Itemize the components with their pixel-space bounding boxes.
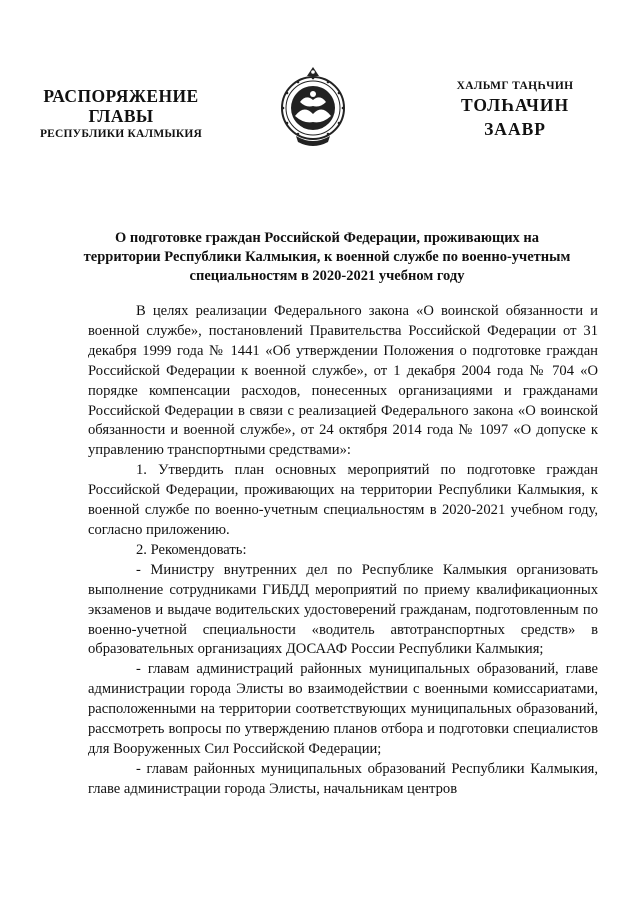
header-left-block bbox=[30, 86, 212, 141]
paragraph-item-2: 2. Рекомендовать: bbox=[136, 541, 247, 558]
header-left-line3: РЕСПУБЛИКИ КАЛМЫКИЯ bbox=[39, 128, 203, 141]
document-body bbox=[88, 302, 598, 800]
document-title: О подготовке граждан Российской Федерации, проживающих на территории Республики Калмыкия, к военной службе по военно-учетным специальностям в 2020-2021 учебном году bbox=[83, 230, 571, 284]
paragraph-recommend-centers: - главам районных муниципальных образований Республики Калмыкия, главе администрации города Элисты, начальникам центров bbox=[88, 760, 598, 797]
paragraph-item-1: 1. Утвердить план основных мероприятий по подготовке граждан Российской Федерации, проживающих на территории Республики Калмыкия, к военной службе по военно-учетным специальностям в 2020-2021 учебном году, согласно приложению. bbox=[88, 462, 598, 538]
header-right-line2: ТОЛҺАЧИН bbox=[460, 95, 570, 116]
header-left-line1: РАСПОРЯЖЕНИЕ bbox=[43, 86, 199, 106]
paragraph-preamble: В целях реализации Федерального закона «О воинской обязанности и военной службе», постановлений Правительства Российской Федерации от 31 декабря 1999 года № 1441 «Об утверждении Положения о подготовке граждан Российской Федерации к военной службе», от 1 декабря 2004 года № 704 «О порядке компенсации расходов, понесенных организациями и гражданами Российской Федерации в связи с реализацией Федерального закона «О воинской обязанности и военной службе», от 24 октября 2014 года № 1097 «О допуске к управлению транспортными средствами»: bbox=[88, 303, 598, 459]
paragraph-recommend-heads: - главам администраций районных муниципальных образований, главе администрации города Элисты во взаимодействии с военными комиссариатами, расположенными на территории соответствующих муниципальных образований, рассмотреть вопросы по утверждению планов отбора и подготовки специалистов для Вооруженных Сил Российской Федерации; bbox=[88, 661, 598, 757]
header-right-line3: ЗААВР bbox=[484, 119, 546, 140]
header-left-line2: ГЛАВЫ bbox=[88, 106, 154, 127]
coat-of-arms-icon bbox=[278, 64, 348, 148]
paragraph-recommend-mvd: - Министру внутренних дел по Республике Калмыкия организовать выполнение сотрудниками ГИБДД мероприятий по приему квалификационных экзаменов и выдаче водительских удостоверений гражданам, подготовленным по военно-учетной специальности «водитель автотранспортных средств» в образовательных организациях ДОСААФ России Республики Калмыкия; bbox=[88, 561, 598, 658]
header-right-line1: ХАЛЬМГ ТАҢҺЧИН bbox=[456, 80, 574, 92]
header-right-block bbox=[430, 80, 600, 139]
